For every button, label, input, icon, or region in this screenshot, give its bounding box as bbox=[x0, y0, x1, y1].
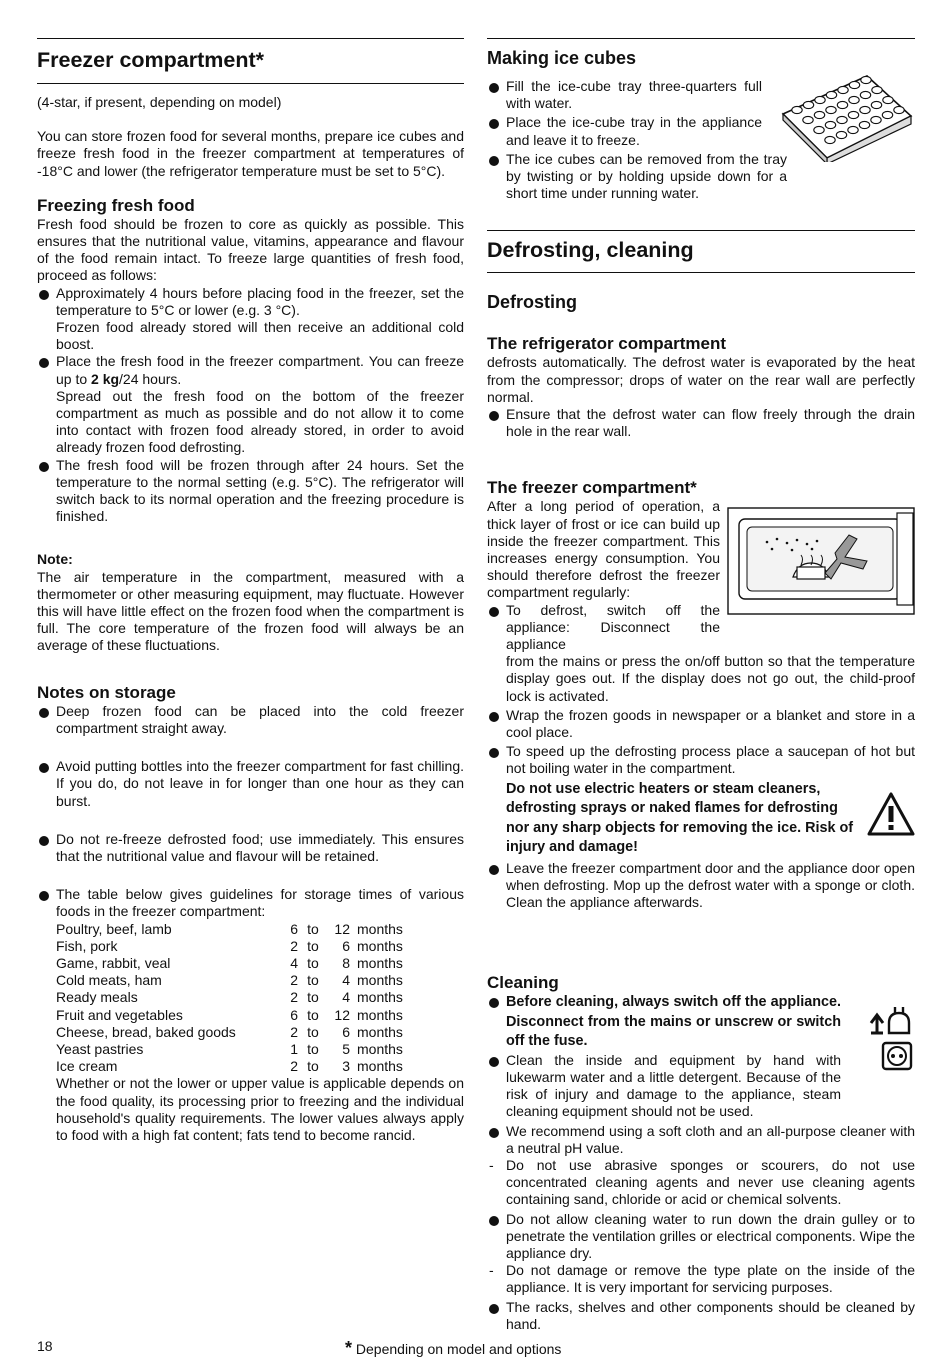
unit-cell: months bbox=[357, 920, 403, 937]
warning-block bbox=[487, 780, 915, 858]
tray-cell bbox=[871, 116, 881, 123]
table-row bbox=[56, 955, 403, 972]
unit-cell: months bbox=[357, 937, 403, 954]
table-row bbox=[56, 938, 403, 955]
freezer-text: After a long period of operation, a thick layer of frost or ice can build up inside the freezer compartment. This increases energy consumption. You should therefore defrost the freezer compartment regularly: bbox=[487, 498, 720, 601]
list-item: Avoid putting bottles into the freezer compartment for fast chilling. If you do, do not leave in for longer than one hour as they can burst. bbox=[37, 758, 464, 810]
table-row bbox=[56, 972, 403, 989]
max-cell: 4 bbox=[342, 972, 350, 989]
tray-cell bbox=[849, 81, 859, 88]
list-item: Place the ice-cube tray in the appliance and leave it to freeze. bbox=[487, 114, 762, 148]
list-item: - Do not use abrasive sponges or scourers, do not use concentrated cleaning agents and never use cleaning agents containing sand, chloride or acid or chemical solvents. bbox=[487, 1157, 915, 1209]
food-cell: Cold meats, ham bbox=[56, 972, 162, 989]
list-item: The fresh food will be frozen through after 24 hours. Set the temperature to the normal setting (e.g. 5°C). The refrigerator will switch back to its normal operation and the freezing procedure is finished. bbox=[37, 457, 464, 526]
footnote bbox=[345, 1340, 561, 1358]
unplug-icon bbox=[867, 1001, 915, 1071]
unit-cell: months bbox=[357, 954, 403, 971]
tray-cell bbox=[860, 106, 870, 113]
tray-cell bbox=[872, 86, 882, 93]
food-cell: Yeast pastries bbox=[56, 1040, 144, 1057]
tray-cell bbox=[883, 96, 893, 103]
tray-cell bbox=[837, 116, 847, 123]
to-cell: to bbox=[307, 972, 319, 989]
tray-cell bbox=[861, 76, 871, 83]
tray-cell bbox=[826, 106, 836, 113]
tray-cell bbox=[860, 91, 870, 98]
heading-cleaning: Cleaning bbox=[487, 973, 559, 993]
max-cell: 6 bbox=[342, 937, 350, 954]
heading-refrigerator-compartment: The refrigerator compartment bbox=[487, 334, 726, 354]
heading-freezing-fresh-food: Freezing fresh food bbox=[37, 195, 195, 215]
tray-cell bbox=[792, 106, 802, 113]
max-cell: 3 bbox=[342, 1058, 350, 1075]
left-column bbox=[37, 38, 464, 1144]
table-row bbox=[56, 1024, 403, 1041]
food-cell: Fish, pork bbox=[56, 937, 118, 954]
max-cell: 5 bbox=[342, 1040, 350, 1057]
unit-cell: months bbox=[357, 989, 403, 1006]
unit-cell: months bbox=[357, 1040, 403, 1057]
tray-cell bbox=[882, 111, 892, 118]
freezing-steps bbox=[37, 285, 464, 526]
section-title-defrosting-cleaning: Defrosting, cleaning bbox=[487, 238, 694, 263]
footnote-text: Depending on model and options bbox=[355, 1341, 562, 1357]
table-row bbox=[56, 1007, 403, 1024]
ice-cube-steps bbox=[487, 78, 787, 202]
min-cell: 1 bbox=[290, 1040, 298, 1057]
intro-paragraph: You can store frozen food for several months, prepare ice cubes and freeze fresh food in the freezer compartment at temperatures of -18°C and lower (the refrigerator temperature must be set to 5°C). bbox=[37, 128, 464, 179]
food-cell: Cheese, bread, baked goods bbox=[56, 1023, 236, 1040]
table-row bbox=[56, 921, 403, 938]
list-item: Approximately 4 hours before placing food in the freezer, set the temperature to 5°C or lower (e.g. 3 °C). Frozen food already stored will then receive an additional cold boost. bbox=[37, 285, 464, 354]
to-cell: to bbox=[307, 1023, 319, 1040]
unit-cell: months bbox=[357, 1058, 403, 1075]
ice-cube-tray-illustration bbox=[775, 72, 915, 162]
tray-cell bbox=[838, 86, 848, 93]
unit-cell: months bbox=[357, 972, 403, 989]
to-cell: to bbox=[307, 1040, 319, 1057]
max-cell: 4 bbox=[342, 989, 350, 1006]
freezer-compartment-block bbox=[487, 478, 915, 911]
fridge-text: defrosts automatically. The defrost water is evaporated by the heat from the compressor; drops of water on the rear wall are perfectly normal. bbox=[487, 354, 915, 405]
tray-cell bbox=[826, 91, 836, 98]
heading-making-ice-cubes: Making ice cubes bbox=[487, 48, 637, 68]
note-label: Note: bbox=[37, 551, 73, 568]
tray-cell bbox=[859, 121, 869, 128]
to-cell: to bbox=[307, 920, 319, 937]
section-title-freezer: Freezer compartment* bbox=[37, 48, 265, 72]
cleaning-block bbox=[487, 973, 915, 1333]
footnote-star: * bbox=[345, 1338, 353, 1358]
food-cell: Game, rabbit, veal bbox=[56, 954, 171, 971]
note-text: The air temperature in the compartment, measured with a thermometer or other measuring equipment, may fluctuate. However this will have little effect on the frozen food when the compartment is full. The core temperature of the frozen food will always be an average of these fluctuations. bbox=[37, 568, 464, 654]
min-cell: 4 bbox=[290, 954, 298, 971]
storage-times-table bbox=[56, 921, 403, 1076]
list-item: Leave the freezer compartment door and the appliance door open when defrosting. Mop up the defrost water with a sponge or cloth. Clean the appliance afterwards. bbox=[487, 860, 915, 912]
list-item: - Do not damage or remove the type plate on the inside of the appliance. It is very important for servicing purposes. bbox=[487, 1262, 915, 1296]
list-item: Do not re-freeze defrosted food; use immediately. This ensures that the nutritional value and flavour will be retained. bbox=[37, 831, 464, 865]
defrost-top-rule bbox=[487, 230, 915, 231]
freezer-defrost-steps-2 bbox=[487, 860, 915, 912]
min-cell: 2 bbox=[290, 989, 298, 1006]
list-item: Clean the inside and equipment by hand with lukewarm water and a little detergent. Because of the risk of injury and damage to the appliance, steam cleaning equipment should not be used. bbox=[487, 1052, 841, 1121]
defrost-freezer-illustration bbox=[727, 507, 915, 615]
to-cell: to bbox=[307, 989, 319, 1006]
list-item: Fill the ice-cube tray three-quarters full with water. bbox=[487, 78, 762, 112]
table-row bbox=[56, 1058, 403, 1075]
list-item: The table below gives guidelines for storage times of various foods in the freezer compartment: bbox=[37, 886, 464, 920]
min-cell: 2 bbox=[290, 937, 298, 954]
max-cell: 6 bbox=[342, 1023, 350, 1040]
food-cell: Fruit and vegetables bbox=[56, 1006, 183, 1023]
table-row bbox=[56, 989, 403, 1006]
heading-freezer-compartment: The freezer compartment* bbox=[487, 478, 697, 498]
cleaning-steps bbox=[487, 993, 915, 1333]
freezer-defrost-steps bbox=[487, 602, 915, 778]
warning-triangle-icon bbox=[867, 792, 915, 836]
subtitle: (4-star, if present, depending on model) bbox=[37, 94, 282, 110]
to-cell: to bbox=[307, 937, 319, 954]
heading-defrosting: Defrosting bbox=[487, 292, 577, 313]
list-item: We recommend using a soft cloth and an all-purpose cleaner with a neutral pH value. bbox=[487, 1123, 915, 1157]
tray-cell bbox=[803, 116, 813, 123]
heading-notes-on-storage: Notes on storage bbox=[37, 682, 176, 702]
list-item: Do not allow cleaning water to run down the drain gulley or to penetrate the ventilation grilles or electrical components. Wipe the appliance dry. bbox=[487, 1211, 915, 1263]
list-item: Wrap the frozen goods in newspaper or a blanket and store in a cool place. bbox=[487, 707, 915, 741]
tray-cell bbox=[814, 111, 824, 118]
tray-cell bbox=[848, 111, 858, 118]
list-item: Place the fresh food in the freezer compartment. You can freeze up to 2 kg/24 hours. Spread out the fresh food on the bottom of the freezer compartment as much as possible and do not allow it to come into contact with frozen food already stored, in order to avoid already frozen food defrosting. bbox=[37, 353, 464, 456]
list-item: To defrost, switch off the appliance: Disconnect the appliance from the mains or press the on/off button so that the temperature display goes out. If the display does not go out, the child-proof lock is activated. bbox=[487, 602, 915, 705]
food-cell: Ice cream bbox=[56, 1058, 118, 1075]
max-cell: 12 bbox=[334, 920, 350, 937]
tray-cell bbox=[894, 106, 904, 113]
min-cell: 2 bbox=[290, 972, 298, 989]
tray-cell bbox=[848, 126, 858, 133]
list-item: To speed up the defrosting process place a saucepan of hot but not boiling water in the compartment. bbox=[487, 743, 915, 777]
min-cell: 6 bbox=[290, 1006, 298, 1023]
storage-explanation: Whether or not the lower or upper value is applicable depends on the food quality, its processing prior to freezing and the individual household's quality requirements. The lower values always apply to food with a high fat content; fats tend to become rancid. bbox=[56, 1075, 464, 1143]
tray-cell bbox=[825, 121, 835, 128]
fridge-steps bbox=[487, 406, 915, 440]
defrost-title-underline bbox=[487, 272, 915, 273]
storage-notes bbox=[37, 703, 464, 921]
to-cell: to bbox=[307, 1006, 319, 1023]
food-cell: Poultry, beef, lamb bbox=[56, 920, 172, 937]
right-column bbox=[487, 38, 915, 1333]
top-rule-left bbox=[37, 38, 464, 39]
list-item: The ice cubes can be removed from the tray by twisting or by holding upside down for a short time under running water. bbox=[487, 151, 787, 203]
tray-cell bbox=[836, 131, 846, 138]
list-item: Deep frozen food can be placed into the cold freezer compartment straight away. bbox=[37, 703, 464, 737]
food-cell: Ready meals bbox=[56, 989, 138, 1006]
tray-cell bbox=[814, 126, 824, 133]
min-cell: 6 bbox=[290, 920, 298, 937]
min-cell: 2 bbox=[290, 1023, 298, 1040]
top-rule-right bbox=[487, 38, 915, 39]
max-cell: 8 bbox=[342, 954, 350, 971]
to-cell: to bbox=[307, 954, 319, 971]
tray-cell bbox=[871, 101, 881, 108]
list-item: Ensure that the defrost water can flow freely through the drain hole in the rear wall. bbox=[487, 406, 915, 440]
max-cell: 12 bbox=[334, 1006, 350, 1023]
unit-cell: months bbox=[357, 1023, 403, 1040]
tray-cell bbox=[815, 96, 825, 103]
tray-cell bbox=[849, 96, 859, 103]
page-number: 18 bbox=[37, 1338, 53, 1354]
title-underline bbox=[37, 83, 464, 84]
list-item: Before cleaning, always switch off the appliance. Disconnect from the mains or unscrew or switch off the fuse. bbox=[487, 993, 841, 1052]
to-cell: to bbox=[307, 1058, 319, 1075]
tray-cell bbox=[825, 136, 835, 143]
freezing-intro: Fresh food should be frozen to core as quickly as possible. This ensures that the nutritional value, vitamins, appearance and flavour of the food remain intact. To freeze large quantities of fresh food, proceed as follows: bbox=[37, 215, 464, 284]
tray-cell bbox=[837, 101, 847, 108]
unit-cell: months bbox=[357, 1006, 403, 1023]
min-cell: 2 bbox=[290, 1058, 298, 1075]
table-row bbox=[56, 1041, 403, 1058]
tray-cell bbox=[803, 101, 813, 108]
warning-text: Do not use electric heaters or steam cleaners, defrosting sprays or naked flames for defrosting nor any sharp objects for removing the ice. Risk of injury and damage! bbox=[506, 780, 854, 856]
list-item: The racks, shelves and other components should be cleaned by hand. bbox=[487, 1299, 915, 1333]
